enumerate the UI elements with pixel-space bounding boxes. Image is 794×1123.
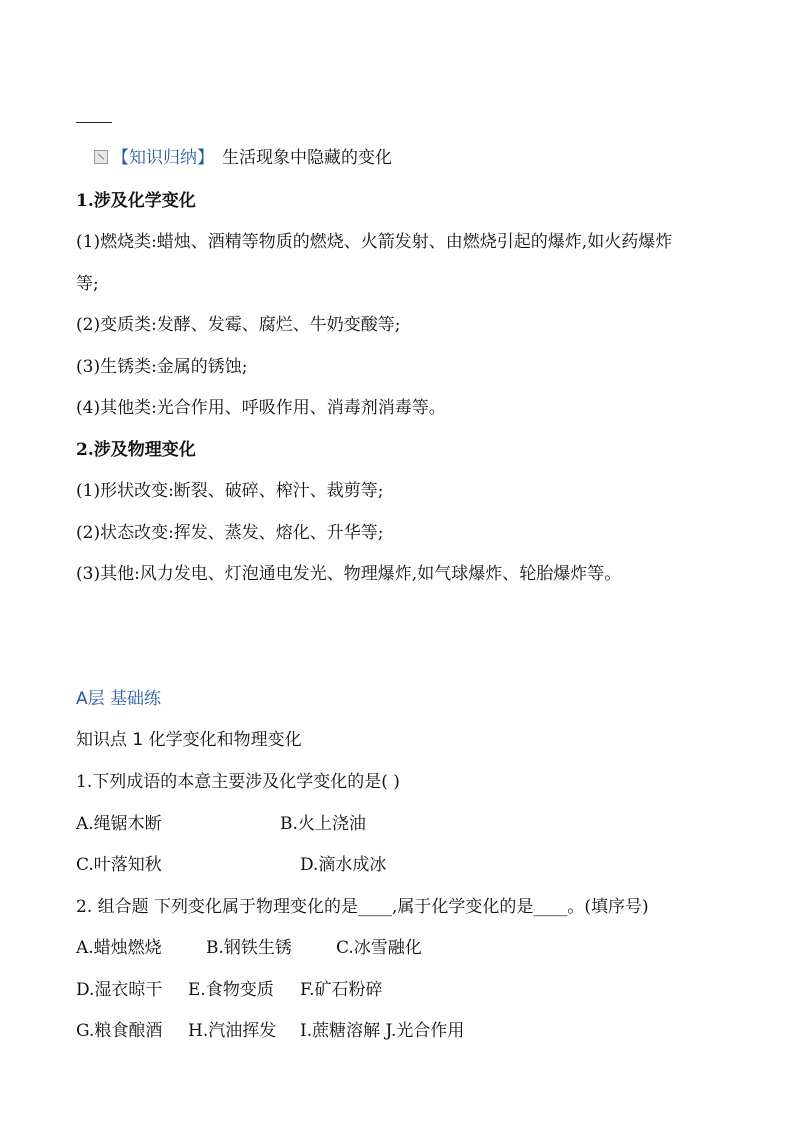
question-1-stem: 1.下列成语的本意主要涉及化学变化的是( )	[76, 772, 400, 792]
knowledge-title: 生活现象中隐藏的变化	[222, 148, 392, 168]
question-2-option: D.湿衣晾干	[76, 980, 163, 1000]
question-1-option-b: B.火上浇油	[280, 814, 366, 834]
question-1-option-c: C.叶落知秋	[76, 855, 162, 875]
question-1-option-a: A.绳锯木断	[76, 814, 162, 834]
header-rule	[76, 122, 112, 123]
question-2-option: G.粮食酿酒	[76, 1021, 163, 1041]
section1-item: (1)燃烧类:蜡烛、酒精等物质的燃烧、火箭发射、由燃烧引起的爆炸,如火药爆炸	[76, 232, 673, 252]
question-2-option: B.钢铁生锈	[206, 938, 292, 958]
section2-item: (3)其他:风力发电、灯泡通电发光、物理爆炸,如气球爆炸、轮胎爆炸等。	[76, 564, 622, 584]
section1-item: 等;	[76, 274, 99, 294]
question-2-option: C.冰雪融化	[336, 938, 422, 958]
section2-item: (2)状态改变:挥发、蒸发、熔化、升华等;	[76, 523, 384, 543]
section1-item: (3)生锈类:金属的锈蚀;	[76, 357, 248, 377]
question-2-option: E.食物变质	[188, 980, 274, 1000]
section1-item: (2)变质类:发酵、发霉、腐烂、牛奶变酸等;	[76, 315, 401, 335]
knowledge-tag: 【知识归纳】	[112, 148, 214, 168]
section2-item: (1)形状改变:断裂、破碎、榨汁、裁剪等;	[76, 481, 384, 501]
question-1-option-d: D.滴水成冰	[300, 855, 387, 875]
section2-heading: 2.涉及物理变化	[76, 440, 196, 460]
knowledge-heading	[94, 146, 392, 170]
section1-heading: 1.涉及化学变化	[76, 191, 196, 211]
question-2-option: I.蔗糖溶解 J.光合作用	[300, 1021, 465, 1041]
image-placeholder-icon	[94, 150, 108, 164]
question-2-option: F.矿石粉碎	[300, 980, 383, 1000]
question-2-option: A.蜡烛燃烧	[76, 938, 162, 958]
knowledge-point: 知识点 1 化学变化和物理变化	[76, 730, 302, 750]
section1-item: (4)其他类:光合作用、呼吸作用、消毒剂消毒等。	[76, 398, 446, 418]
question-2-stem: 2. 组合题 下列变化属于物理变化的是____,属于化学变化的是____。(填序号)	[76, 897, 649, 917]
question-2-option: H.汽油挥发	[188, 1021, 277, 1041]
level-label: A层 基础练	[76, 689, 162, 709]
